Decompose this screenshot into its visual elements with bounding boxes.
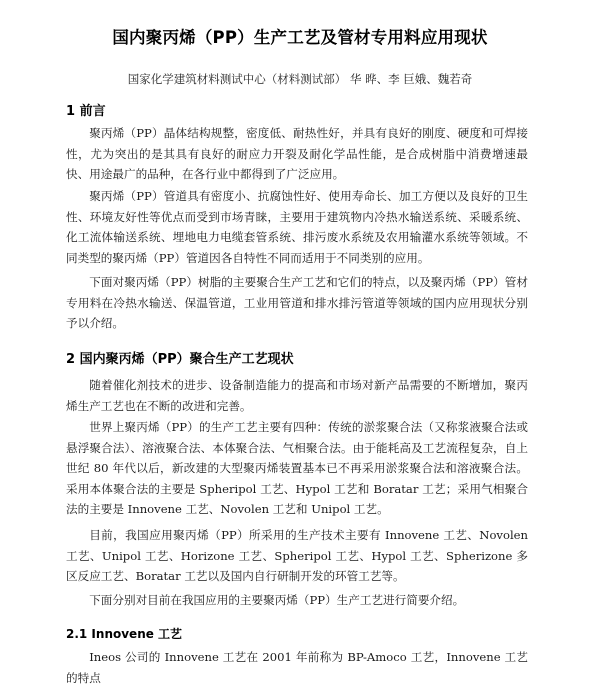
intro-paragraph-2: 聚丙烯（PP）管道具有密度小、抗腐蚀性好、使用寿命长、加工方便以及良好的卫生性、环境友好性等优点而受到市场青睐，主要用于建筑物内冷热水输送系统、采暖系统、化工流体输送系统、埋地电力电缆套管系统、排污废水系统及农用输灌水系统等领域。不同类型的聚丙烯（PP）管道因各自特性不同而适用于不同类别的应用。 [66,189,528,265]
paper-authors: 国家化学建筑材料测试中心（材料测试部） 华 晔、李 巨娥、魏若奇 [127,72,473,86]
paper-title: 国内聚丙烯（PP）生产工艺及管材专用料应用现状 [112,28,488,47]
intro-paragraph-3: 下面对聚丙烯（PP）树脂的主要聚合生产工艺和它们的特点，以及聚丙烯（PP）管材专用料在冷热水输送、保温管道，工业用管道和排水排污管道等领域的国内应用现状分别予以介绍。 [66,275,528,331]
innovene-paragraph-1: Ineos 公司的 Innovene 工艺在 2001 年前称为 BP-Amoco 工艺，Innovene 工艺的特点 [66,650,528,685]
section-heading-introduction: 1 前言 [66,104,106,119]
section-heading-process-status: 2 国内聚丙烯（PP）聚合生产工艺现状 [66,352,294,367]
process-paragraph-1: 随着催化剂技术的进步、设备制造能力的提高和市场对新产品需要的不断增加，聚丙烯生产工艺也在不断的改进和完善。 [66,378,528,413]
subsection-heading-innovene: 2.1 Innovene 工艺 [66,627,183,641]
intro-paragraph-1: 聚丙烯（PP）晶体结构规整，密度低、耐热性好，并具有良好的刚度、硬度和可焊接性，尤为突出的是其具有良好的耐应力开裂及耐化学品性能，是合成树脂中消费增速最快、用途最广的品种，在各行业中都得到了广泛应用。 [66,126,528,182]
process-paragraph-2: 世界上聚丙烯（PP）的生产工艺主要有四种：传统的淤浆聚合法（又称浆液聚合法或悬浮聚合法）、溶液聚合法、本体聚合法、气相聚合法。由于能耗高及工艺流程复杂，自上世纪 80 年代以后，新改建的大型聚丙烯装置基本已不再采用淤浆聚合法和溶液聚合法。采用本体聚合法的主要是 Spheripol 工艺、Hypol 工艺和 Boratar 工艺；采用气相聚合法的主要是 Innovene 工艺、Novolen 工艺和 Unipol 工艺。 [66,420,528,517]
process-paragraph-3: 目前，我国应用聚丙烯（PP）所采用的生产技术主要有 Innovene 工艺、Novolen 工艺、Unipol 工艺、Horizone 工艺、Spheripol 工艺、Hypol 工艺、Spherizone 多区反应工艺、Boratar 工艺以及国内自行研制开发的环管工艺等。 [66,528,528,584]
process-paragraph-4: 下面分别对目前在我国应用的主要聚丙烯（PP）生产工艺进行简要介绍。 [89,593,465,607]
